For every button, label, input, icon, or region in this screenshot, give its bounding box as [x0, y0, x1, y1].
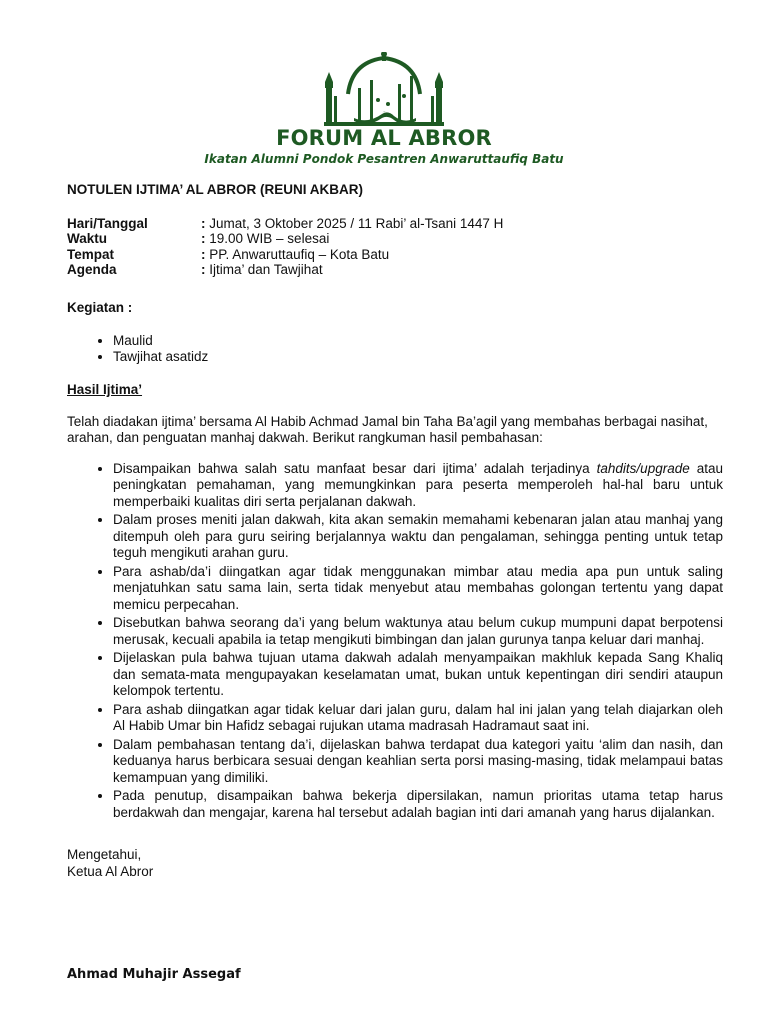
list-item: • Dijelaskan pula bahwa tujuan utama dakwah adalah menyampaikan makhluk kepada Sang Khaliq dan semata-mata mengupayakan keselamatan umat, bukan untuk kepentingan diri sendiri ataupun kelompok tertentu.	[113, 650, 723, 700]
list-item: • Para ashab diingatkan agar tidak keluar dari jalan guru, dalam hal ini jalan yang telah diajarkan oleh Al Habib Umar bin Hafidz sebagai rujukan utama madrasah Hadramaut saat ini.	[113, 702, 723, 735]
signatory-name: Ahmad Muhajir Assegaf	[67, 967, 241, 982]
meta-value: 19.00 WIB – selesai	[209, 231, 330, 246]
list-item: • Dalam pembahasan tentang da’i, dijelaskan bahwa terdapat dua kategori yaitu ‘alim dan nasih, dan keduanya harus berbicara sesuai dengan keahlian serta porsi masing-masing, tidak melampaui batas kemampuan yang dimiliki.	[113, 737, 723, 787]
meta-value-cell	[201, 216, 503, 232]
mosque-logo-icon	[318, 52, 450, 130]
meta-row-place	[67, 247, 503, 263]
meta-value-cell	[201, 231, 503, 247]
document-body	[67, 182, 723, 880]
point-italic: tahdits/upgrade	[596, 460, 690, 476]
org-name: FORUM AL ABROR	[276, 126, 492, 150]
meta-key: Agenda	[67, 262, 117, 277]
meta-colon: :	[201, 246, 206, 262]
hasil-list	[67, 461, 723, 822]
list-item: • Para ashab/da’i diingatkan agar tidak menggunakan mimbar atau media apa pun untuk saling menjatuhkan satu sama lain, serta tidak menyebut atau membahas golongan tertentu yang dapat memicu perpecahan.	[113, 564, 723, 614]
meta-value: PP. Anwaruttaufiq – Kota Batu	[209, 246, 390, 262]
list-item	[113, 461, 723, 511]
list-item: • Tawjihat asatidz	[113, 349, 723, 365]
meta-value-cell	[201, 247, 503, 263]
svg-text:الأبرار: الأبرار	[382, 112, 386, 113]
meta-colon: :	[201, 231, 206, 246]
document-title: NOTULEN IJTIMA’ AL ABROR (REUNI AKBAR)	[67, 182, 363, 197]
point-text: Disampaikan bahwa salah satu manfaat besar dari ijtima’ adalah terjadinya	[113, 460, 597, 476]
list-item: • Pada penutup, disampaikan bahwa bekerja dipersilakan, namun prioritas utama tetap harus berdakwah dan mengajar, karena hal tersebut adalah bagian inti dari amanah yang harus dijalankan.	[113, 788, 723, 821]
signature-role: Ketua Al Abror	[67, 863, 154, 879]
meta-row-agenda	[67, 262, 503, 278]
meta-table	[67, 216, 503, 278]
meta-value-cell	[201, 262, 503, 278]
point-text: atau peningkatan pemahaman, yang memungkinkan para peserta memperoleh hal-hal baru untuk memperbaiki kualitas diri serta perjalanan dakwah.	[113, 460, 724, 509]
intro-paragraph: Telah diadakan ijtima’ bersama Al Habib Achmad Jamal bin Taha Ba’agil yang membahas berbagai nasihat, arahan, dan penguatan manhaj dakwah. Berikut rangkuman hasil pembahasan:	[67, 413, 708, 445]
meta-colon: :	[201, 215, 206, 231]
list-item: • Maulid	[113, 333, 723, 349]
list-item: • Dalam proses meniti jalan dakwah, kita akan semakin memahami kebenaran jalan atau manhaj yang ditempuh oleh para guru seiring berjalannya waktu dan pengalaman, sehingga penting untuk tetap teguh mengikuti arahan guru.	[113, 512, 723, 562]
hasil-heading: Hasil Ijtima’	[67, 382, 143, 397]
signature-label: Mengetahui,	[67, 847, 142, 862]
meta-key: Tempat	[67, 246, 115, 262]
meta-key: Hari/Tanggal	[67, 215, 148, 231]
meta-row-date	[67, 216, 503, 232]
logo	[0, 52, 768, 130]
meta-row-time	[67, 231, 503, 247]
kegiatan-list	[67, 333, 723, 364]
org-subtitle: Ikatan Alumni Pondok Pesantren Anwaruttaufiq Batu	[204, 152, 564, 166]
list-item: • Disebutkan bahwa seorang da’i yang belum waktunya atau belum cukup mumpuni dapat berpotensi merusak, kecuali apabila ia tetap mengikuti bimbingan dan jalan gurunya tanpa keluar dari manhaj.	[113, 615, 723, 648]
meta-value: Ijtima’ dan Tawjihat	[209, 262, 323, 277]
meta-colon: :	[201, 262, 206, 277]
meta-key: Waktu	[67, 231, 107, 246]
kegiatan-heading: Kegiatan :	[67, 299, 133, 315]
meta-value: Jumat, 3 Oktober 2025 / 11 Rabi’ al-Tsani 1447 H	[209, 215, 504, 231]
